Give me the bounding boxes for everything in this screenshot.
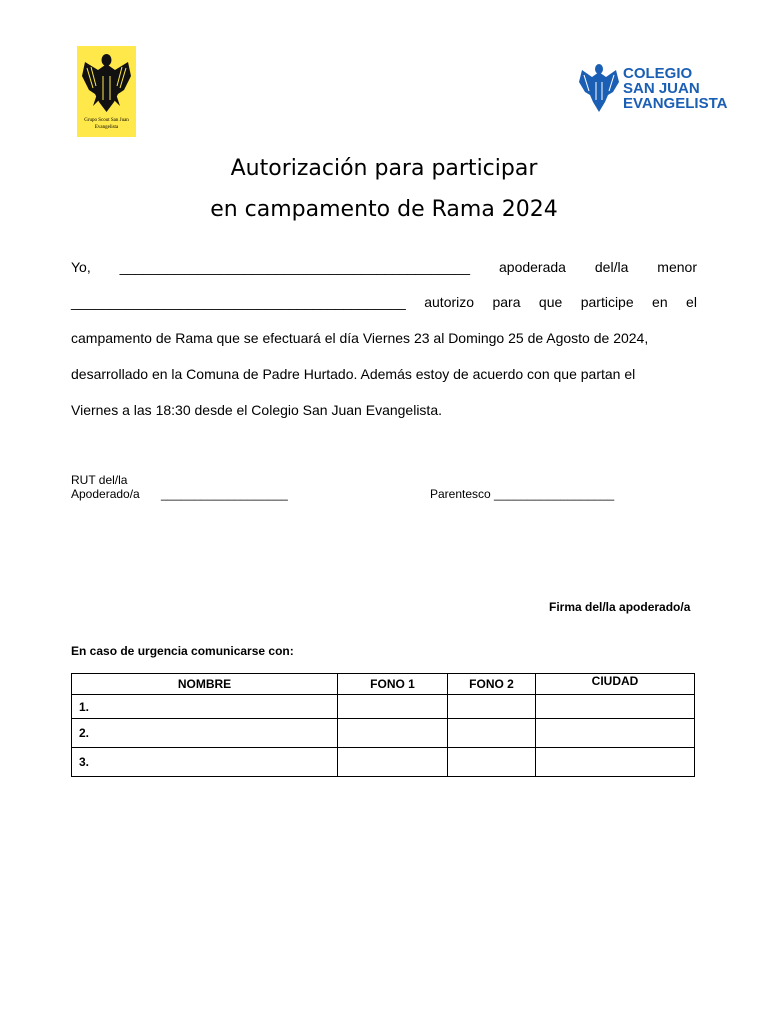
scout-caption-line1: Grupo Scout San Juan bbox=[84, 118, 129, 123]
column-header-fono1: FONO 1 bbox=[338, 674, 448, 695]
ciudad-cell[interactable] bbox=[536, 695, 695, 719]
document-title-line2: en campamento de Rama 2024 bbox=[210, 197, 558, 222]
column-header-ciudad: CIUDAD bbox=[536, 674, 695, 695]
column-header-nombre: NOMBRE bbox=[72, 674, 338, 695]
word: en bbox=[652, 294, 668, 310]
dell-text: del/la bbox=[594, 259, 629, 275]
word: que bbox=[538, 294, 563, 310]
body-line-3: campamento de Rama que se efectuará el día Viernes 23 al Domingo 25 de Agosto de 2024, bbox=[71, 330, 649, 346]
apoderada-text: apoderada bbox=[499, 259, 566, 275]
emergency-heading: En caso de urgencia comunicarse con: bbox=[71, 644, 294, 658]
rut-label-line1: RUT del/la bbox=[71, 473, 128, 487]
row-number-cell[interactable]: 1. bbox=[72, 695, 338, 719]
body-line-5: Viernes a las 18:30 desde el Colegio San Juan Evangelista. bbox=[71, 402, 442, 418]
school-name-line1: COLEGIO bbox=[623, 65, 693, 82]
body-line-2 bbox=[71, 294, 697, 310]
word: el bbox=[686, 294, 697, 310]
body-line-4: desarrollado en la Comuna de Padre Hurtado. Además estoy de acuerdo con que partan el bbox=[71, 366, 636, 382]
ciudad-cell[interactable] bbox=[536, 719, 695, 748]
table-row bbox=[72, 695, 695, 719]
minor-name-blank: ___________________________________________ bbox=[71, 294, 406, 310]
table-row bbox=[72, 748, 695, 777]
school-name-line3: EVANGELISTA bbox=[623, 95, 728, 112]
rut-label-line2: Apoderado/a bbox=[71, 487, 140, 501]
scout-group-logo bbox=[77, 46, 136, 137]
column-header-fono2: FONO 2 bbox=[448, 674, 536, 695]
word: participe bbox=[580, 294, 634, 310]
yo-text: Yo, bbox=[71, 259, 91, 275]
word: autorizo bbox=[424, 294, 475, 310]
eagle-icon bbox=[578, 62, 620, 116]
row-number-cell[interactable]: 3. bbox=[72, 748, 338, 777]
fono1-cell[interactable] bbox=[338, 695, 448, 719]
menor-text: menor bbox=[657, 259, 697, 275]
table-header-row bbox=[72, 674, 695, 695]
parentesco-field[interactable]: Parentesco __________________ bbox=[430, 487, 615, 501]
row-number-cell[interactable]: 2. bbox=[72, 719, 338, 748]
name-blank: _____________________________________________ bbox=[119, 259, 471, 275]
rut-field[interactable]: ___________________ bbox=[161, 487, 288, 501]
table-row bbox=[72, 719, 695, 748]
fono2-cell[interactable] bbox=[448, 695, 536, 719]
fono2-cell[interactable] bbox=[448, 719, 536, 748]
school-name-line2: SAN JUAN bbox=[623, 80, 700, 97]
ciudad-cell[interactable] bbox=[536, 748, 695, 777]
emergency-contacts-table bbox=[71, 673, 695, 777]
word: para bbox=[492, 294, 521, 310]
fono2-cell[interactable] bbox=[448, 748, 536, 777]
document-title-line1: Autorización para participar bbox=[230, 156, 538, 181]
school-name bbox=[623, 66, 727, 111]
eagle-icon bbox=[79, 50, 134, 116]
signature-label: Firma del/la apoderado/a bbox=[549, 600, 691, 614]
fono1-cell[interactable] bbox=[338, 719, 448, 748]
school-logo bbox=[578, 62, 740, 118]
body-line-1 bbox=[71, 259, 697, 275]
fono1-cell[interactable] bbox=[338, 748, 448, 777]
scout-caption-line2: Evangelista bbox=[94, 125, 119, 130]
